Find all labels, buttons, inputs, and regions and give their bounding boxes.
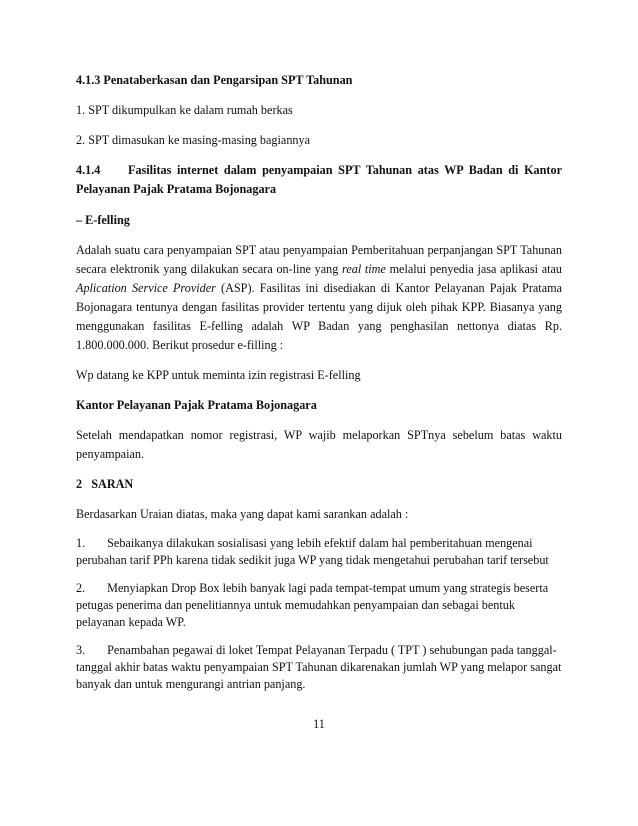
saran-item-text: Sebaikanya dilakukan sosialisasi yang lebih efektif dalam hal pemberitahuan mengenai perubahan tarif PPh karena tidak sedikit juga WP yang tidak mengetahui perubahan tarif tersebut bbox=[76, 536, 549, 567]
paragraph-italic-1: real time bbox=[342, 262, 386, 276]
saran-item-3 bbox=[76, 642, 562, 693]
heading-4-1-3: 4.1.3 Penataberkasan dan Pengarsipan SPT Tahunan bbox=[76, 73, 353, 87]
page-content bbox=[76, 71, 562, 704]
saran-item-number: 2. bbox=[76, 581, 86, 595]
paragraph-text-2: melalui penyedia jasa aplikasi atau bbox=[385, 262, 562, 276]
heading-text: Fasilitas internet dalam penyampaian SPT Tahunan atas WP Badan di Kantor Pelayanan Pajak Pratama Bojonagara bbox=[76, 163, 562, 196]
saran-item-number: 1. bbox=[76, 536, 86, 550]
saran-intro: Berdasarkan Uraian diatas, maka yang dapat kami sarankan adalah : bbox=[76, 507, 409, 521]
saran-item-number: 3. bbox=[76, 643, 86, 657]
kpp-label: Kantor Pelayanan Pajak Pratama Bojonagara bbox=[76, 398, 317, 412]
paragraph-italic-2: Aplication Service Provider bbox=[76, 281, 216, 295]
page-number: 11 bbox=[313, 717, 325, 731]
saran-item-2 bbox=[76, 580, 562, 631]
efelling-heading: – E-felling bbox=[76, 213, 130, 227]
procedure-step-1: Wp datang ke KPP untuk meminta izin registrasi E-felling bbox=[76, 368, 361, 382]
procedure-step-2: Setelah mendapatkan nomor registrasi, WP wajib melaporkan SPTnya sebelum batas waktu penyampaian. bbox=[76, 428, 562, 461]
list-item-2: 2. SPT dimasukan ke masing-masing bagiannya bbox=[76, 133, 311, 147]
paragraph-text-1: Adalah suatu cara penyampaian SPT atau penyampaian Pemberitahuan perpanjangan SPT Tahunan secara elektronik yang dilakukan secara on-line yang bbox=[76, 243, 562, 276]
efelling-paragraph bbox=[76, 241, 562, 355]
saran-item-text: Penambahan pegawai di loket Tempat Pelayanan Terpadu ( TPT ) sehubungan pada tanggal-tanggal akhir batas waktu penyampaian SPT Tahunan dikarenakan jumlah WP yang melapor sangat banyak dan untuk mengurangi antrian panjang. bbox=[76, 643, 562, 691]
heading-number: 4.1.4 bbox=[76, 163, 101, 177]
paragraph-text-3: (ASP). Fasilitas ini disediakan di Kantor Pelayanan Pajak Pratama Bojonagara tentunya dengan fasilitas provider tertentu yang dijuk oleh pihak KPP. Biasanya yang menggunakan fasilitas E-felling adalah WP Badan yang penghasilan nettonya diatas Rp. 1.800.000.000. Berikut prosedur e-filling : bbox=[76, 281, 562, 352]
saran-item-1 bbox=[76, 535, 562, 569]
list-item-1: 1. SPT dikumpulkan ke dalam rumah berkas bbox=[76, 103, 293, 117]
saran-item-text: Menyiapkan Drop Box lebih banyak lagi pada tempat-tempat umum yang strategis beserta petugas penerima dan penelitiannya untuk memudahkan penyampaian dan sebagai bentuk pelayanan kepada WP. bbox=[76, 581, 549, 629]
saran-heading: 2 SARAN bbox=[76, 477, 134, 491]
heading-4-1-4 bbox=[76, 161, 562, 199]
